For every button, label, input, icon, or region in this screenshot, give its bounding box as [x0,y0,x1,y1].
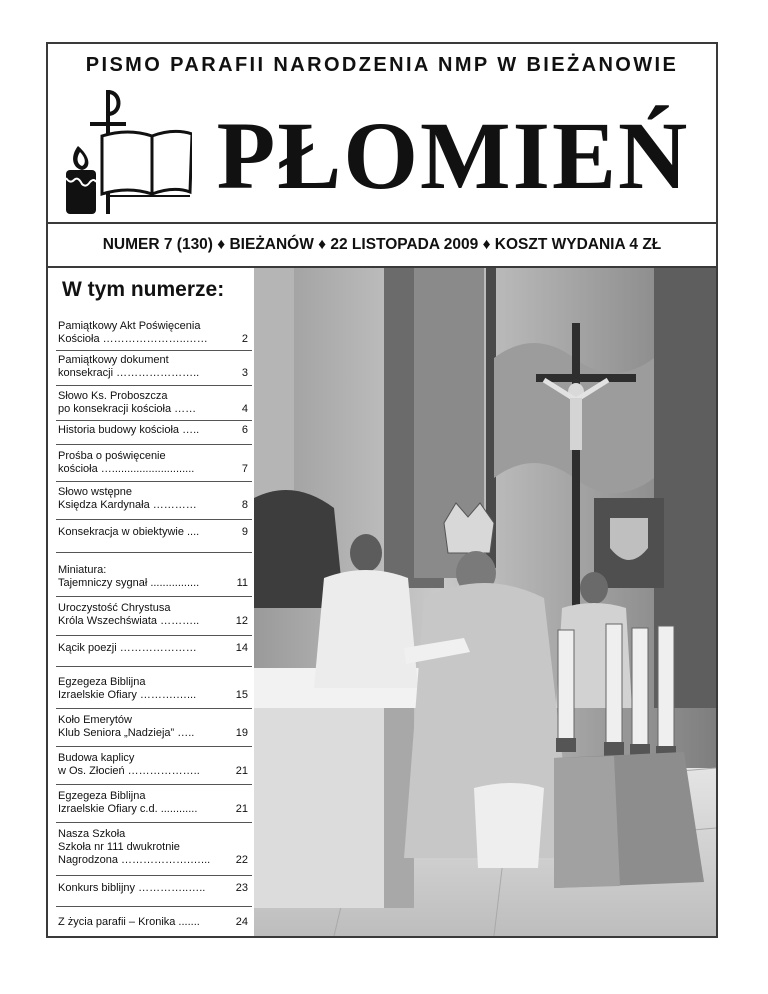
toc-item [58,714,254,740]
toc-item-line: Kącik poezji ………………… [58,642,197,654]
toc-item-title [58,828,218,867]
toc-item-line: Z życia parafii – Kronika ....... [58,916,200,928]
toc-item-line: Pamiątkowy Akt Poświęcenia [58,320,201,332]
toc-item [58,354,254,380]
toc-separator [56,906,252,907]
toc-item-title [58,642,218,655]
toc-item-line: w Os. Złocień ……………….. [58,765,200,777]
toc-separator [56,519,252,520]
toc-item [58,450,254,476]
toc-item-title [58,790,218,816]
toc-item-line: Nagrodzona ……………….…... [58,854,211,866]
toc-separator [56,596,252,597]
toc-separator [56,420,252,421]
toc-item-line: Uroczystość Chrystusa [58,602,171,614]
toc-separator [56,875,252,876]
parish-subtitle: PISMO PARAFII NARODZENIA NMP W BIEŻANOWIE [85,54,679,76]
toc-item-page: 12 [235,615,248,627]
toc-item-page: 4 [241,403,248,415]
toc-item-page: 3 [241,367,248,379]
toc-item-title [58,390,218,416]
toc-item-page: 24 [235,916,248,928]
toc-item-line: Księdza Kardynała ………… [58,499,197,511]
cover-photo [254,268,716,936]
toc-item-line: Koło Emerytów [58,714,132,726]
toc-item-page: 22 [235,854,248,866]
toc-item [58,320,254,346]
toc-item-page: 23 [235,882,248,894]
toc-separator [56,746,252,747]
toc-item-line: Izraelskie Ofiary c.d. ............ [58,803,198,815]
toc-separator [56,666,252,667]
toc-separator [56,385,252,386]
toc-item-line: Tajemniczy sygnał ................ [58,577,200,589]
toc-item [58,486,254,512]
toc-item [58,390,254,416]
toc-item-line: Budowa kaplicy [58,752,135,764]
toc-item-title [58,526,218,539]
toc-item-title [58,564,218,590]
toc-item-line: Miniatura: [58,564,107,576]
table-of-contents [48,268,254,936]
toc-item [58,882,254,895]
toc-separator [56,481,252,482]
toc-item-page: 15 [235,689,248,701]
toc-item-line: Słowo Ks. Proboszcza [58,390,168,402]
toc-item [58,752,254,778]
toc-item-line: konsekracji ………………….. [58,367,200,379]
toc-separator [56,822,252,823]
toc-item [58,828,254,867]
toc-item [58,916,254,929]
toc-item-line: po konsekracji kościoła …… [58,403,197,415]
toc-item-line: Izraelskie Ofiary ……….…... [58,689,197,701]
toc-separator [56,784,252,785]
toc-separator [56,552,252,553]
toc-separator [56,444,252,445]
toc-item-line: Szkoła nr 111 dwukrotnie [58,841,180,853]
toc-item-page: 19 [235,727,248,739]
masthead-area [48,44,716,224]
toc-item-line: Klub Seniora „Nadzieja” ….. [58,727,195,739]
masthead-title: PŁOMIEŃ [216,102,690,209]
toc-item-title [58,714,218,740]
toc-item-line: Konkurs biblijny …………..….. [58,882,206,894]
chi-rho-candle-book-icon [56,84,192,219]
toc-item-line: Nasza Szkoła [58,828,126,840]
toc-item-title [58,486,218,512]
toc-item-page: 7 [241,463,248,475]
toc-item-page: 21 [235,803,248,815]
toc-item-line: Egzegeza Biblijna [58,790,146,802]
issue-info-bar: NUMER 7 (130) ♦ BIEŻANÓW ♦ 22 LISTOPADA 2009 ♦ KOSZT WYDANIA 4 ZŁ [48,224,716,268]
toc-item-page: 14 [235,642,248,654]
altar-consecration-photo [254,268,716,936]
toc-item-page: 21 [235,765,248,777]
toc-item-line: Historia budowy kościoła ….. [58,424,200,436]
toc-separator [56,635,252,636]
toc-item-line: Konsekracja w obiektywie .... [58,526,200,538]
toc-item-line: Kościoła …………………..…… [58,333,208,345]
toc-item [58,564,254,590]
toc-item-page: 9 [241,526,248,538]
toc-item [58,676,254,702]
toc-item-line: Pamiątkowy dokument [58,354,169,366]
toc-item-title [58,676,218,702]
toc-item-line: Słowo wstępne [58,486,132,498]
toc-title: W tym numerze: [62,278,225,301]
toc-item-page: 11 [236,577,248,589]
toc-item-title [58,602,218,628]
toc-item-title [58,916,218,929]
toc-item [58,526,254,539]
toc-item-page: 6 [241,424,248,436]
toc-item-title [58,320,218,346]
toc-item [58,642,254,655]
toc-item-page: 2 [241,333,248,345]
toc-item-line: Egzegeza Biblijna [58,676,146,688]
toc-item-title [58,882,218,895]
toc-item [58,602,254,628]
toc-separator [56,708,252,709]
toc-item-title [58,424,218,437]
toc-item-page: 8 [241,499,248,511]
toc-item [58,424,254,437]
toc-item-line: Prośba o poświęcenie [58,450,166,462]
toc-item-line: kościoła …........................... [58,463,195,475]
toc-item-line: Króla Wszechświata ……….. [58,615,200,627]
toc-item [58,790,254,816]
toc-item-title [58,354,218,380]
toc-separator [56,350,252,351]
toc-item-title [58,450,218,476]
toc-item-title [58,752,218,778]
